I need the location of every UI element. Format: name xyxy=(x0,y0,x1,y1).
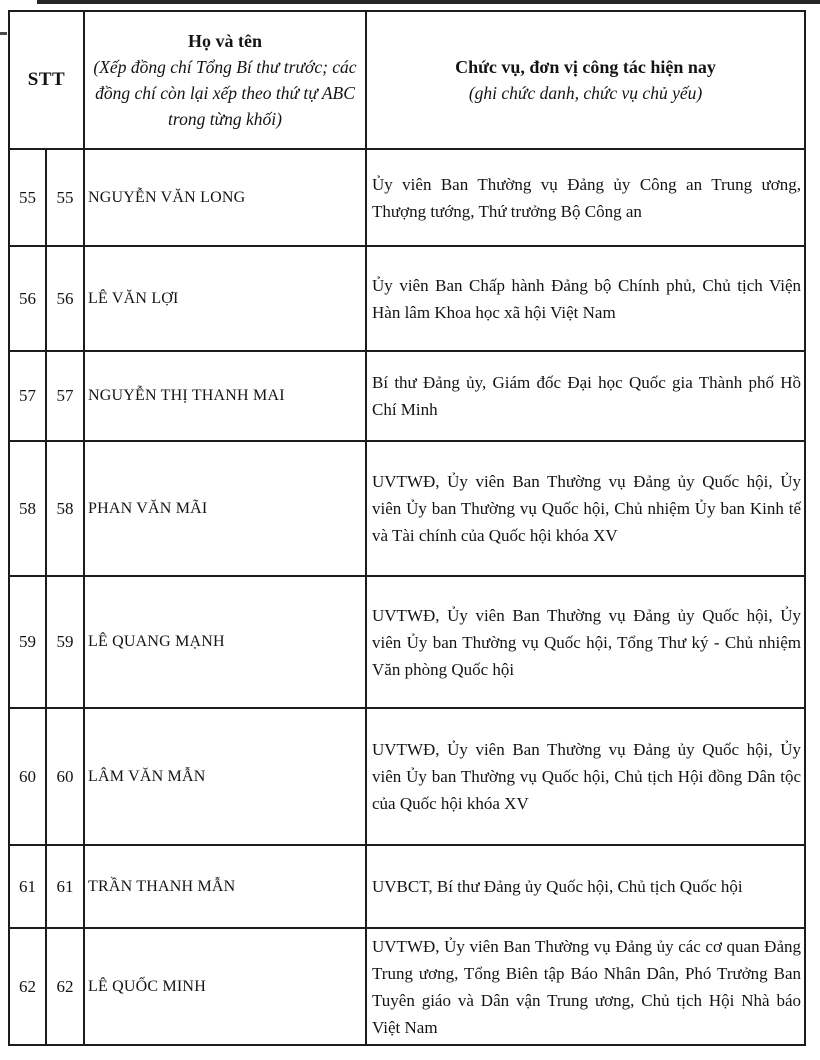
person-name: LÂM VĂN MẪN xyxy=(88,767,206,785)
cell-stt-secondary xyxy=(47,929,85,1044)
stt-primary-value: 56 xyxy=(19,288,36,308)
stt-primary-value: 55 xyxy=(19,187,36,207)
position-text: UVTWĐ, Ủy viên Ban Thường vụ Đảng ủy Quốc hội, Ủy viên Ủy ban Thường vụ Quốc hội, Tổng Thư ký - Chủ nhiệm Văn phòng Quốc hội xyxy=(372,605,801,679)
stt-primary-value: 57 xyxy=(19,386,36,405)
person-name: TRẦN THANH MẪN xyxy=(88,877,236,895)
person-name: NGUYỄN THỊ THANH MAI xyxy=(88,387,285,404)
cell-stt-secondary xyxy=(47,247,85,350)
position-text: UVTWĐ, Ủy viên Ban Thường vụ Đảng ủy Quốc hội, Ủy viên Ủy ban Thường vụ Quốc hội, Chủ tịch Hội đồng Dân tộc của Quốc hội khóa XV xyxy=(372,740,801,813)
cell-stt-secondary xyxy=(47,352,85,440)
cell-name xyxy=(85,352,367,440)
position-text: UVBCT, Bí thư Đảng ủy Quốc hội, Chủ tịch Quốc hội xyxy=(372,877,743,896)
table-row xyxy=(10,709,804,846)
stt-secondary-value: 56 xyxy=(56,288,74,308)
table-row xyxy=(10,247,804,352)
cell-stt-secondary xyxy=(47,846,85,927)
cell-position xyxy=(367,352,804,440)
table-row xyxy=(10,577,804,709)
header-name-note: (Xếp đồng chí Tổng Bí thư trước; các đồng chí còn lại xếp theo thứ tự ABC trong từng khối) xyxy=(93,57,357,129)
officials-table xyxy=(8,10,806,1046)
cell-name xyxy=(85,577,367,707)
cell-stt-secondary xyxy=(47,150,85,245)
position-text: UVTWĐ, Ủy viên Ban Thường vụ Đảng ủy các cơ quan Đảng Trung ương, Tổng Biên tập Báo Nhân Dân, Phó Trưởng Ban Tuyên giáo và Dân vận Trung ương, Chủ tịch Hội Nhà báo Việt Nam xyxy=(372,936,801,1037)
person-name: LÊ QUANG MẠNH xyxy=(88,633,225,650)
cell-stt-primary xyxy=(10,577,47,707)
stt-secondary-value: 61 xyxy=(56,876,74,896)
table-row xyxy=(10,929,804,1044)
scan-top-edge-line xyxy=(37,0,820,4)
cell-stt-primary xyxy=(10,352,47,440)
cell-stt-primary xyxy=(10,929,47,1044)
cell-position xyxy=(367,709,804,844)
stt-secondary-value: 62 xyxy=(56,976,74,996)
person-name: LÊ QUỐC MINH xyxy=(88,977,206,995)
stt-primary-value: 61 xyxy=(19,876,36,896)
table-row xyxy=(10,150,804,247)
stt-secondary-value: 59 xyxy=(56,632,74,651)
position-text: Bí thư Đảng ủy, Giám đốc Đại học Quốc gia Thành phố Hồ Chí Minh xyxy=(372,373,801,419)
header-cell-position xyxy=(367,12,804,148)
cell-name xyxy=(85,442,367,575)
cell-position xyxy=(367,929,804,1044)
scan-margin-dash xyxy=(0,32,7,35)
cell-stt-primary xyxy=(10,150,47,245)
cell-position xyxy=(367,577,804,707)
cell-stt-secondary xyxy=(47,709,85,844)
cell-position xyxy=(367,150,804,245)
cell-name xyxy=(85,929,367,1044)
stt-primary-value: 58 xyxy=(19,498,36,518)
table-body xyxy=(10,150,804,1044)
stt-secondary-value: 57 xyxy=(56,386,74,405)
position-text: Ủy viên Ban Chấp hành Đảng bộ Chính phủ, Chủ tịch Viện Hàn lâm Khoa học xã hội Việt Nam xyxy=(372,275,801,322)
header-cell-stt xyxy=(10,12,85,148)
cell-stt-secondary xyxy=(47,442,85,575)
cell-stt-primary xyxy=(10,442,47,575)
cell-name xyxy=(85,247,367,350)
person-name: PHAN VĂN MÃI xyxy=(88,499,208,517)
stt-primary-value: 59 xyxy=(19,632,36,651)
person-name: NGUYỄN VĂN LONG xyxy=(88,188,246,206)
table-header-row xyxy=(10,12,804,150)
stt-primary-value: 62 xyxy=(19,976,36,996)
cell-name xyxy=(85,150,367,245)
stt-secondary-value: 55 xyxy=(56,187,74,207)
table-row xyxy=(10,352,804,442)
position-text: UVTWĐ, Ủy viên Ban Thường vụ Đảng ủy Quốc hội, Ủy viên Ủy ban Thường vụ Quốc hội, Chủ nhiệm Ủy ban Kinh tế và Tài chính của Quốc hội khóa XV xyxy=(372,472,801,545)
stt-secondary-value: 58 xyxy=(56,498,74,518)
header-position-title: Chức vụ, đơn vị công tác hiện nay xyxy=(455,57,716,77)
cell-stt-primary xyxy=(10,846,47,927)
cell-stt-secondary xyxy=(47,577,85,707)
header-position-note: (ghi chức danh, chức vụ chủ yếu) xyxy=(468,83,703,103)
cell-position xyxy=(367,247,804,350)
cell-name xyxy=(85,846,367,927)
cell-stt-primary xyxy=(10,709,47,844)
stt-secondary-value: 60 xyxy=(56,766,74,786)
table-row xyxy=(10,846,804,929)
table-row xyxy=(10,442,804,577)
stt-primary-value: 60 xyxy=(19,766,36,786)
header-stt-label: STT xyxy=(27,69,66,90)
person-name: LÊ VĂN LỢI xyxy=(88,289,179,307)
cell-name xyxy=(85,709,367,844)
cell-stt-primary xyxy=(10,247,47,350)
position-text: Ủy viên Ban Thường vụ Đảng ủy Công an Trung ương, Thượng tướng, Thứ trưởng Bộ Công an xyxy=(372,174,801,221)
cell-position xyxy=(367,846,804,927)
header-cell-name xyxy=(85,12,367,148)
header-name-title: Họ và tên xyxy=(188,31,262,51)
cell-position xyxy=(367,442,804,575)
